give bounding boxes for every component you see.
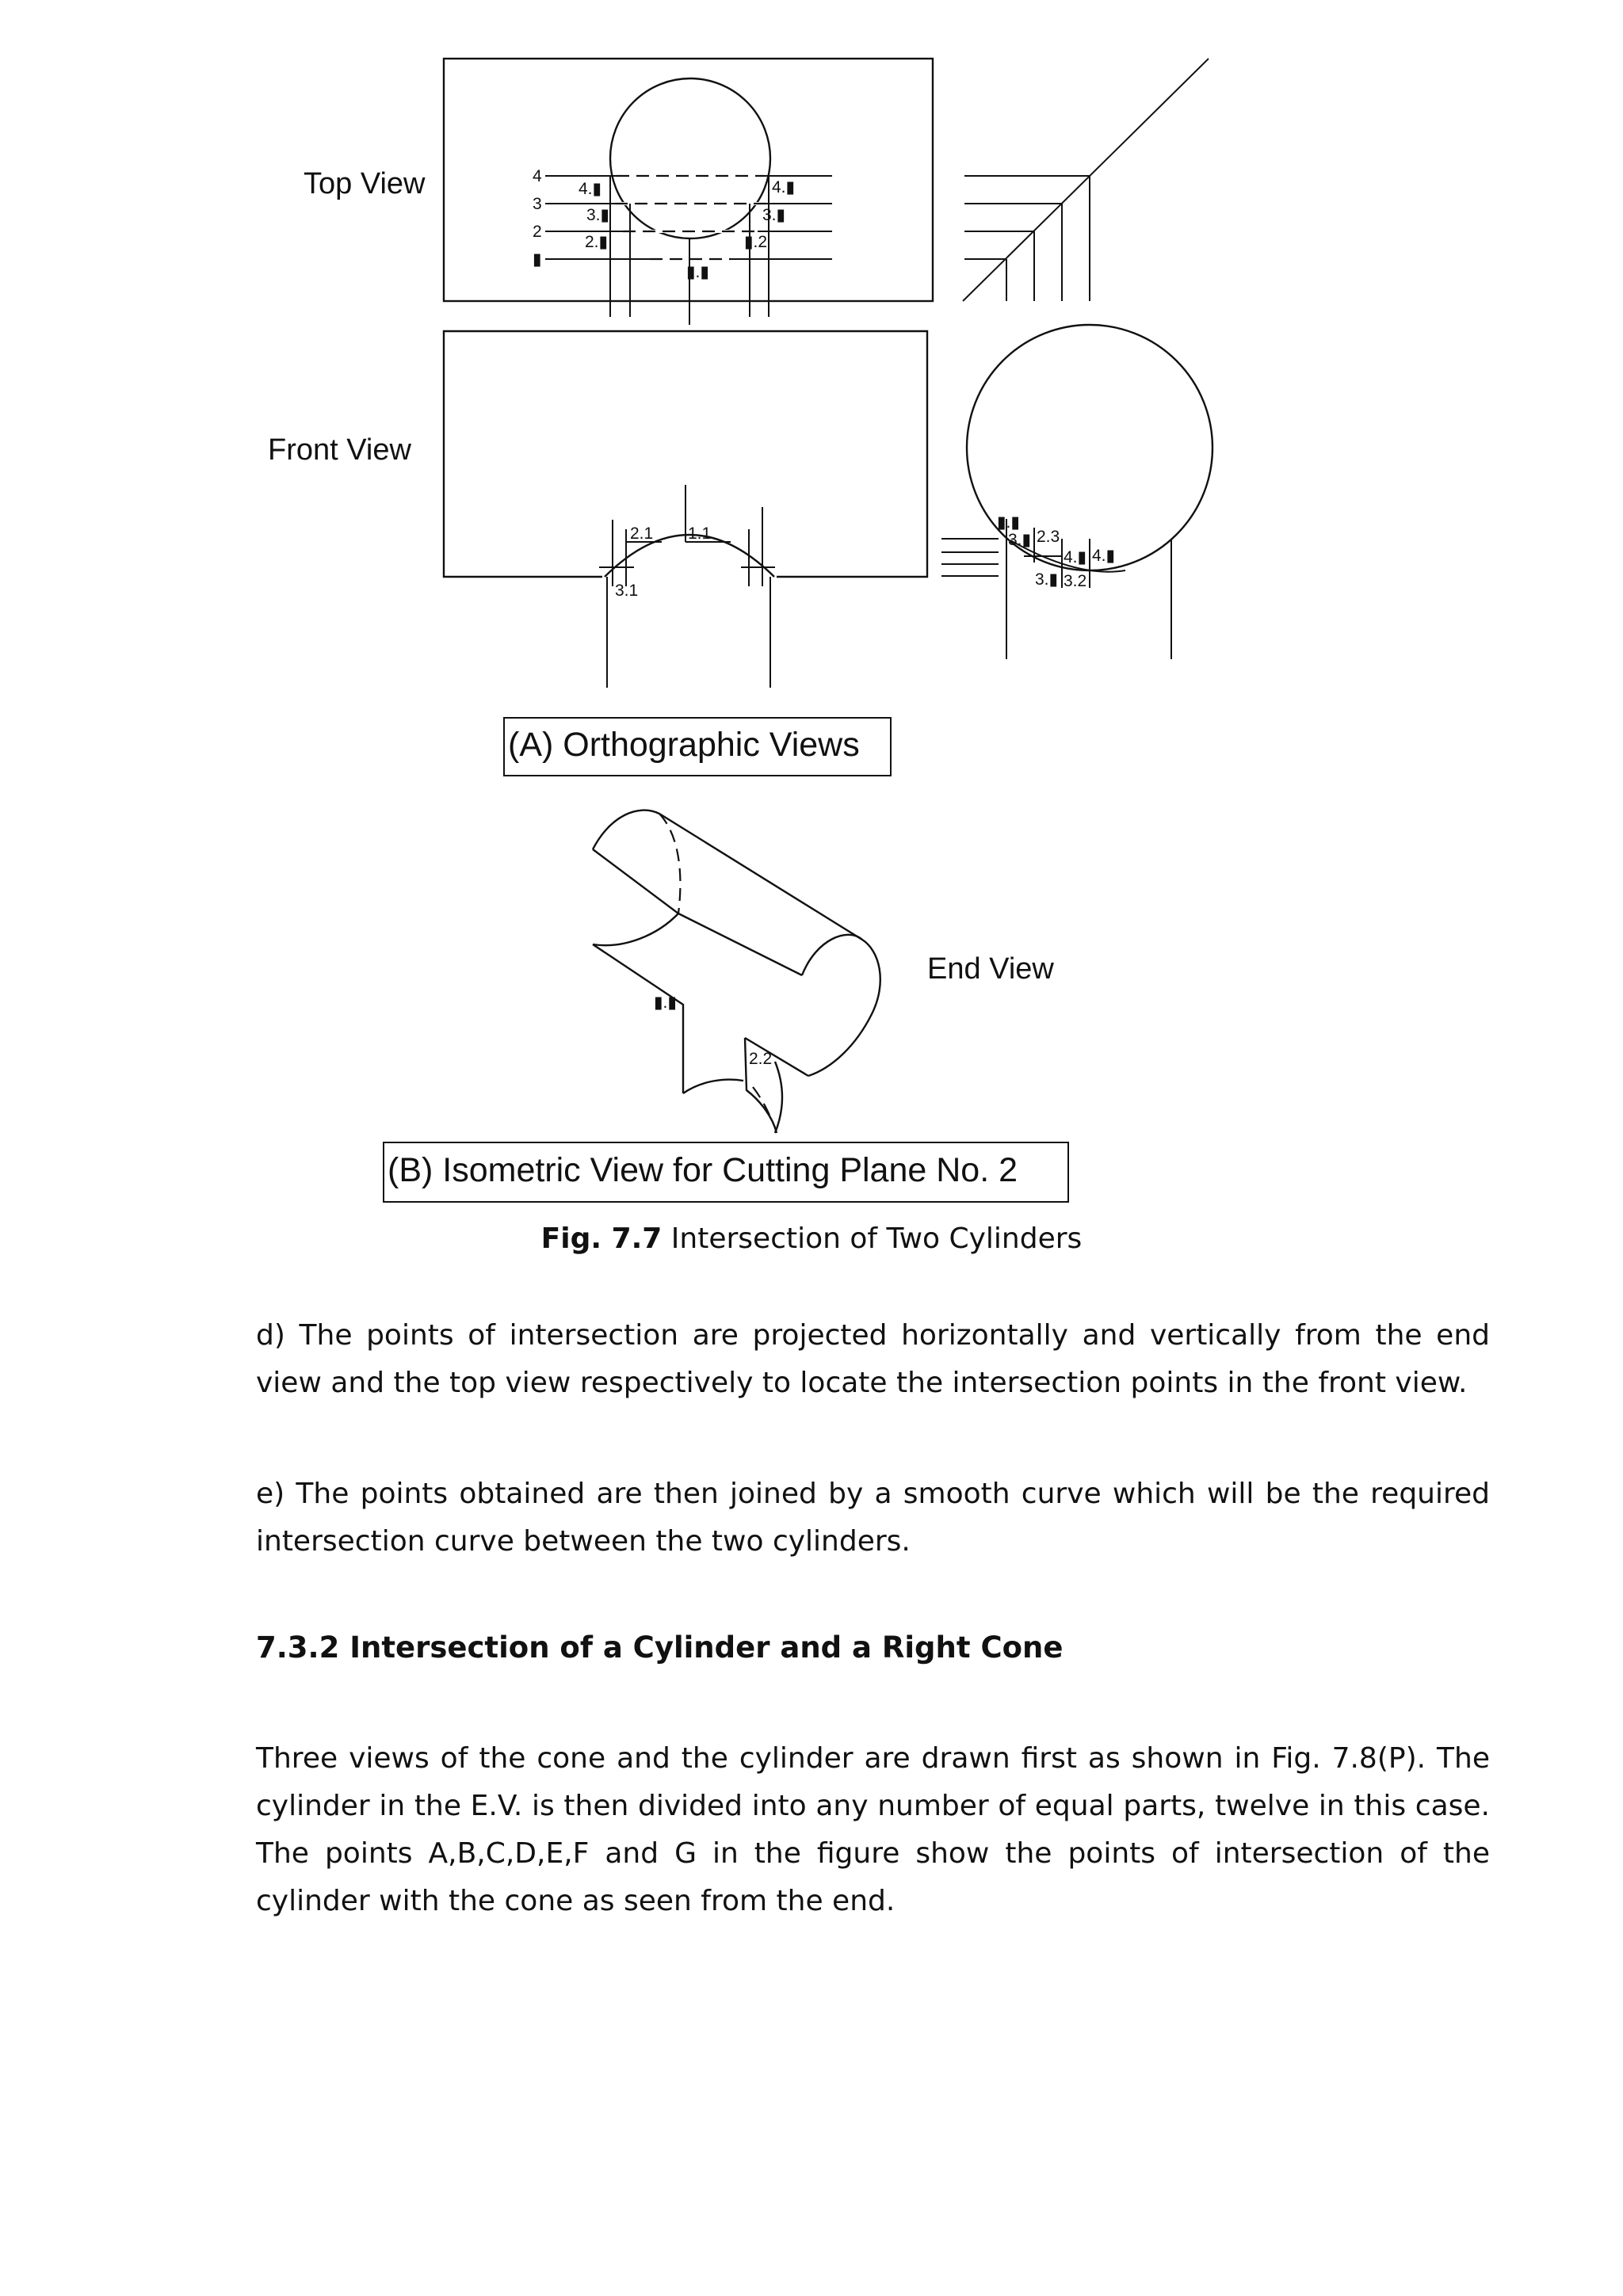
miter-construction <box>963 59 1209 301</box>
top-row-1-label: ▮ <box>533 250 542 269</box>
figure-caption-label: Fig. 7.7 <box>540 1222 663 1255</box>
end-point-2-3: 2.3 <box>1037 528 1060 546</box>
paragraph-cone: Three views of the cone and the cylinder are drawn first as shown in Fig. 7.8(P). The cylinder in the E.V. is then divided into any number of equal parts, twelve in this case. The points A,B,C,D,E,F and G in the figure show the points of intersection of the cylinder with the cone as seen from the end. <box>256 1742 1490 1917</box>
front-point-2-1: 2.1 <box>630 524 654 543</box>
orthographic-title-text: (A) Orthographic Views <box>508 726 860 764</box>
end-point-3-2: 3.2 <box>1064 572 1087 590</box>
orthographic-title <box>504 718 891 776</box>
top-point-3-left: 3.▮ <box>586 206 610 224</box>
front-view-label: Front View <box>268 433 411 467</box>
top-point-3-right: 3.▮ <box>762 206 786 224</box>
top-row-4-label: 4 <box>533 167 542 185</box>
isometric-view <box>593 810 1054 1133</box>
iso-point-2-2: 2.2 <box>749 1050 773 1068</box>
top-point-4-left: 4.▮ <box>579 180 602 198</box>
end-point-3b: 3.▮ <box>1035 570 1059 589</box>
end-point-4b: 4.▮ <box>1092 547 1116 565</box>
top-row-3-label: 3 <box>533 195 542 213</box>
isometric-title-text: (B) Isometric View for Cutting Plane No. 2 <box>388 1151 1018 1189</box>
end-point-3: 3.▮ <box>1008 531 1032 549</box>
figure-caption-text: Intersection of Two Cylinders <box>662 1222 1083 1255</box>
top-point-2-left: 2.▮ <box>585 233 609 251</box>
figure-caption <box>0 1222 1623 1255</box>
end-view-circle <box>967 325 1212 570</box>
end-point-1-1: ▮.▮ <box>997 513 1020 532</box>
top-view <box>304 59 933 325</box>
top-view-label: Top View <box>304 167 426 200</box>
top-point-1-bottom: ▮.▮ <box>686 263 709 281</box>
isometric-title <box>384 1142 1068 1202</box>
paragraph-d: d) The points of intersection are projected horizontally and vertically from the end view and the top view respectively to locate the intersection points in the front view. <box>256 1319 1490 1399</box>
iso-point-1-1: ▮.▮ <box>654 994 677 1012</box>
front-view <box>268 331 927 688</box>
section-heading: 7.3.2 Intersection of a Cylinder and a Right Cone <box>256 1630 1064 1665</box>
top-view-circle <box>610 78 770 238</box>
front-point-3-1: 3.1 <box>615 582 639 600</box>
top-row-2-label: 2 <box>533 223 542 241</box>
front-point-1-1: 1.1 <box>688 524 712 543</box>
paragraph-e: e) The points obtained are then joined by a smooth curve which will be the required intersection curve between the two cylinders. <box>256 1478 1490 1558</box>
end-point-4a: 4.▮ <box>1064 548 1087 566</box>
end-view <box>941 325 1212 659</box>
top-point-4-right: 4.▮ <box>772 178 796 196</box>
end-view-label: End View <box>927 952 1054 986</box>
top-point-2-right: ▮.2 <box>744 233 768 251</box>
